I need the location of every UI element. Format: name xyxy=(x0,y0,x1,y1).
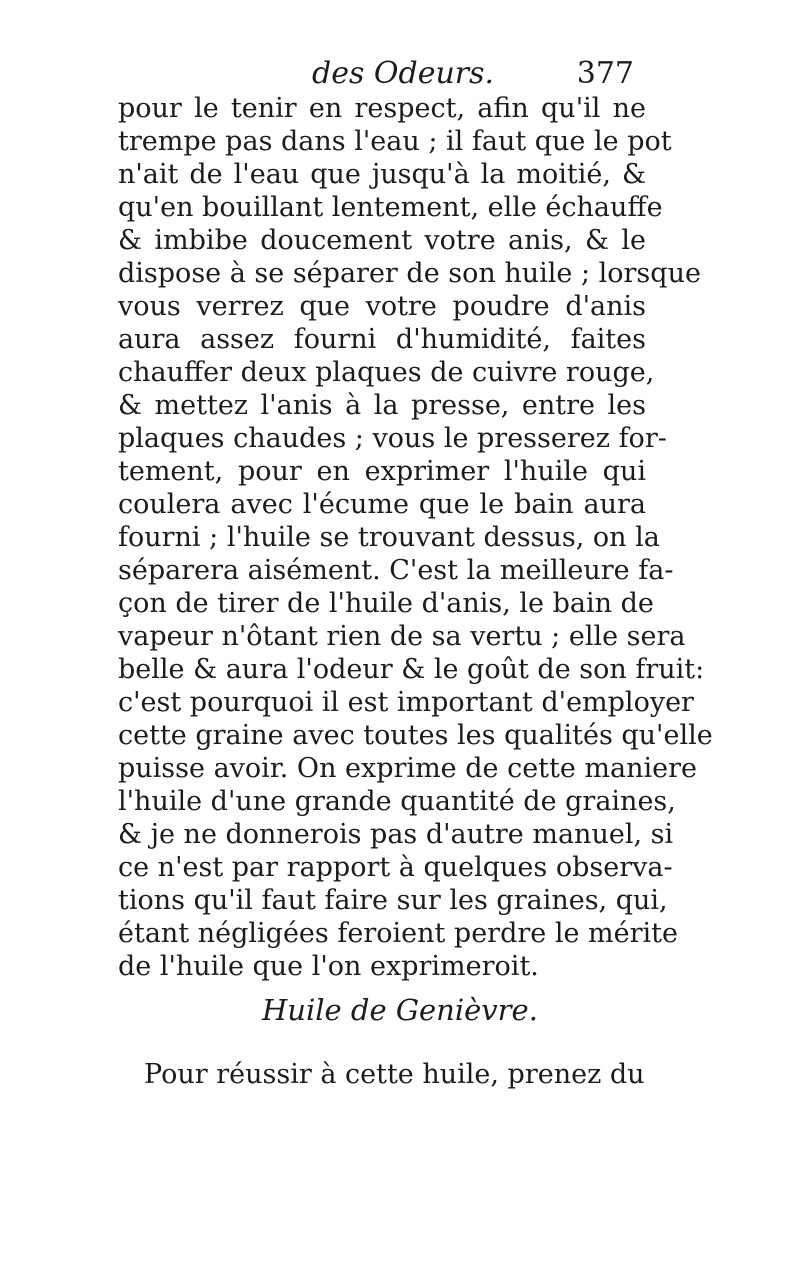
running-head xyxy=(120,52,640,96)
text-line: qu'en bouillant lentement, elle échauffe xyxy=(118,192,663,223)
text-line: puisse avoir. On exprime de cette maniere xyxy=(118,753,698,784)
text-line: dispose à se séparer de son huile ; lorsque xyxy=(118,258,701,289)
text-line: vapeur n'ôtant rien de sa vertu ; elle sera xyxy=(118,621,686,652)
text-line: chauffer deux plaques de cuivre rouge, xyxy=(118,357,655,388)
section-heading: Huile de Genièvre. xyxy=(262,993,538,1027)
text-line: n'ait de l'eau que jusqu'à la moitié, & xyxy=(118,159,646,190)
text-line: c'est pourquoi il est important d'employer xyxy=(118,687,694,718)
text-line: cette graine avec toutes les qualités qu'elle xyxy=(118,720,713,751)
text-line: l'huile d'une grande quantité de graines, xyxy=(118,786,676,817)
text-line: & mettez l'anis à la presse, entre les xyxy=(118,390,646,421)
text-line: séparera aisément. C'est la meilleure fa- xyxy=(118,555,674,586)
text-line: tions qu'il faut faire sur les graines, qui, xyxy=(118,885,668,916)
text-line: çon de tirer de l'huile d'anis, le bain de xyxy=(118,588,654,619)
running-head-title: des Odeurs. xyxy=(312,56,495,91)
continuation-paragraph xyxy=(144,1058,645,1091)
text-line: aura assez fourni d'humidité, faites xyxy=(118,324,646,355)
page-number: 377 xyxy=(576,56,634,91)
text-line: Pour réussir à cette huile, prenez du xyxy=(144,1059,645,1090)
paragraph xyxy=(118,92,713,983)
text-line: trempe pas dans l'eau ; il faut que le pot xyxy=(118,126,672,157)
text-line: fourni ; l'huile se trouvant dessus, on la xyxy=(118,522,660,553)
text-line: de l'huile que l'on exprimeroit. xyxy=(118,951,539,982)
text-line: & imbibe doucement votre anis, & le xyxy=(118,225,646,256)
text-line: pour le tenir en respect, afin qu'il ne xyxy=(118,93,646,124)
text-line: tement, pour en exprimer l'huile qui xyxy=(118,456,646,487)
text-line: vous verrez que votre poudre d'anis xyxy=(118,291,646,322)
text-line: plaques chaudes ; vous le presserez for- xyxy=(118,423,667,454)
text-line: étant négligées feroient perdre le mérite xyxy=(118,918,678,949)
text-line: coulera avec l'écume que le bain aura xyxy=(118,489,646,520)
text-line: & je ne donnerois pas d'autre manuel, si xyxy=(118,819,674,850)
text-line: ce n'est par rapport à quelques observa- xyxy=(118,852,673,883)
text-line: belle & aura l'odeur & le goût de son fruit: xyxy=(118,654,705,685)
